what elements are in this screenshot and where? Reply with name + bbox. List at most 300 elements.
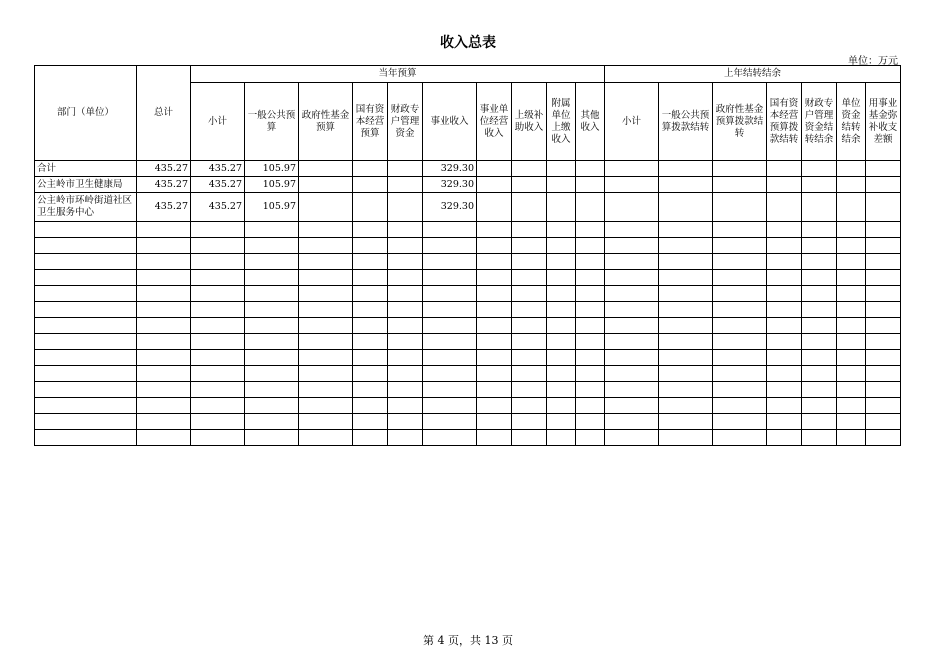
empty-cell	[388, 366, 423, 382]
empty-cell	[245, 430, 299, 446]
header-current-col: 一般公共预算	[245, 83, 299, 161]
empty-cell	[547, 222, 576, 238]
header-prev-col: 政府性基金预算拨款结转	[713, 83, 767, 161]
empty-cell	[353, 382, 388, 398]
empty-cell	[767, 382, 802, 398]
income-summary-table	[34, 65, 901, 446]
row-value-cell: 435.27	[191, 161, 245, 177]
empty-cell	[299, 334, 353, 350]
row-value-cell	[547, 161, 576, 177]
row-value-cell	[837, 161, 866, 177]
empty-cell	[866, 254, 901, 270]
empty-cell	[713, 254, 767, 270]
row-value-cell	[353, 193, 388, 222]
empty-cell	[137, 270, 191, 286]
empty-cell	[245, 318, 299, 334]
empty-row	[35, 414, 901, 430]
empty-cell	[191, 254, 245, 270]
empty-cell	[767, 286, 802, 302]
empty-row	[35, 222, 901, 238]
empty-cell	[837, 334, 866, 350]
empty-cell	[35, 414, 137, 430]
empty-cell	[605, 270, 659, 286]
header-prev-col: 小计	[605, 83, 659, 161]
empty-cell	[512, 366, 547, 382]
empty-cell	[35, 366, 137, 382]
empty-cell	[767, 238, 802, 254]
empty-cell	[767, 414, 802, 430]
row-value-cell	[605, 161, 659, 177]
empty-cell	[576, 286, 605, 302]
empty-cell	[353, 222, 388, 238]
empty-cell	[866, 334, 901, 350]
empty-cell	[191, 350, 245, 366]
empty-cell	[802, 382, 837, 398]
row-value-cell: 435.27	[137, 177, 191, 193]
empty-cell	[659, 414, 713, 430]
empty-cell	[837, 318, 866, 334]
row-value-cell	[802, 177, 837, 193]
empty-row	[35, 350, 901, 366]
empty-cell	[353, 334, 388, 350]
empty-cell	[713, 318, 767, 334]
empty-cell	[477, 398, 512, 414]
empty-cell	[713, 366, 767, 382]
empty-cell	[767, 222, 802, 238]
row-value-cell	[477, 193, 512, 222]
empty-cell	[713, 302, 767, 318]
empty-cell	[866, 222, 901, 238]
row-value-cell	[576, 161, 605, 177]
empty-cell	[576, 254, 605, 270]
empty-cell	[866, 350, 901, 366]
header-current-col: 事业收入	[423, 83, 477, 161]
empty-row	[35, 430, 901, 446]
row-value-cell	[576, 177, 605, 193]
empty-cell	[659, 270, 713, 286]
empty-cell	[802, 366, 837, 382]
empty-cell	[423, 414, 477, 430]
empty-cell	[423, 318, 477, 334]
empty-cell	[423, 350, 477, 366]
empty-cell	[576, 414, 605, 430]
empty-cell	[576, 430, 605, 446]
empty-cell	[837, 286, 866, 302]
row-value-cell	[837, 177, 866, 193]
empty-cell	[388, 430, 423, 446]
page-footer: 第 4 页，共 13 页	[423, 634, 513, 647]
empty-cell	[353, 270, 388, 286]
empty-cell	[353, 398, 388, 414]
empty-cell	[35, 334, 137, 350]
row-value-cell	[547, 177, 576, 193]
empty-cell	[388, 302, 423, 318]
empty-cell	[423, 382, 477, 398]
header-prev-col: 国有资本经营预算拨款结转	[767, 83, 802, 161]
empty-cell	[299, 414, 353, 430]
table-row	[35, 161, 901, 177]
empty-cell	[576, 238, 605, 254]
empty-cell	[137, 430, 191, 446]
empty-cell	[299, 382, 353, 398]
empty-cell	[137, 350, 191, 366]
empty-cell	[423, 430, 477, 446]
empty-cell	[388, 286, 423, 302]
empty-cell	[388, 254, 423, 270]
empty-cell	[477, 430, 512, 446]
row-value-cell	[713, 161, 767, 177]
empty-cell	[35, 238, 137, 254]
empty-cell	[767, 302, 802, 318]
empty-cell	[512, 430, 547, 446]
empty-cell	[353, 350, 388, 366]
empty-cell	[547, 366, 576, 382]
empty-cell	[299, 398, 353, 414]
row-value-cell	[837, 193, 866, 222]
empty-cell	[576, 222, 605, 238]
empty-cell	[802, 414, 837, 430]
empty-cell	[605, 334, 659, 350]
empty-cell	[767, 318, 802, 334]
empty-cell	[605, 382, 659, 398]
empty-cell	[245, 398, 299, 414]
row-value-cell	[767, 161, 802, 177]
row-value-cell: 329.30	[423, 177, 477, 193]
header-current-col: 政府性基金预算	[299, 83, 353, 161]
row-value-cell	[388, 193, 423, 222]
empty-cell	[713, 350, 767, 366]
empty-cell	[245, 254, 299, 270]
row-value-cell	[388, 177, 423, 193]
empty-cell	[388, 270, 423, 286]
empty-cell	[605, 350, 659, 366]
empty-cell	[802, 302, 837, 318]
empty-cell	[477, 318, 512, 334]
empty-cell	[866, 270, 901, 286]
empty-cell	[245, 350, 299, 366]
header-current-col: 小计	[191, 83, 245, 161]
row-value-cell	[767, 193, 802, 222]
empty-cell	[576, 318, 605, 334]
empty-cell	[713, 238, 767, 254]
empty-cell	[802, 318, 837, 334]
empty-cell	[866, 366, 901, 382]
empty-cell	[423, 270, 477, 286]
empty-cell	[191, 334, 245, 350]
empty-cell	[866, 414, 901, 430]
empty-cell	[837, 270, 866, 286]
empty-cell	[353, 414, 388, 430]
empty-cell	[802, 398, 837, 414]
row-value-cell	[866, 161, 901, 177]
empty-cell	[388, 350, 423, 366]
empty-cell	[388, 222, 423, 238]
empty-cell	[191, 270, 245, 286]
row-value-cell	[767, 177, 802, 193]
empty-cell	[423, 238, 477, 254]
empty-cell	[866, 398, 901, 414]
empty-cell	[659, 366, 713, 382]
header-current-col: 附属单位上缴收入	[547, 83, 576, 161]
table-row	[35, 193, 901, 222]
empty-cell	[605, 366, 659, 382]
empty-row	[35, 270, 901, 286]
empty-cell	[512, 318, 547, 334]
empty-cell	[605, 222, 659, 238]
empty-cell	[245, 270, 299, 286]
empty-cell	[713, 334, 767, 350]
row-value-cell	[353, 161, 388, 177]
empty-cell	[353, 302, 388, 318]
header-prev-col: 单位资金结转结余	[837, 83, 866, 161]
empty-cell	[576, 270, 605, 286]
empty-row	[35, 238, 901, 254]
empty-cell	[659, 302, 713, 318]
header-current-col: 事业单位经营收入	[477, 83, 512, 161]
empty-cell	[713, 398, 767, 414]
empty-cell	[477, 414, 512, 430]
empty-cell	[137, 222, 191, 238]
empty-cell	[191, 238, 245, 254]
empty-cell	[713, 382, 767, 398]
empty-cell	[713, 286, 767, 302]
empty-cell	[713, 222, 767, 238]
empty-cell	[353, 366, 388, 382]
empty-cell	[605, 398, 659, 414]
empty-cell	[388, 382, 423, 398]
empty-row	[35, 286, 901, 302]
empty-cell	[191, 286, 245, 302]
empty-cell	[576, 382, 605, 398]
row-value-cell	[576, 193, 605, 222]
empty-cell	[299, 270, 353, 286]
row-value-cell	[605, 193, 659, 222]
row-value-cell	[477, 161, 512, 177]
row-value-cell	[713, 193, 767, 222]
empty-cell	[423, 334, 477, 350]
row-value-cell: 435.27	[137, 161, 191, 177]
empty-cell	[299, 430, 353, 446]
empty-cell	[767, 398, 802, 414]
empty-cell	[547, 414, 576, 430]
empty-cell	[605, 430, 659, 446]
row-value-cell	[713, 177, 767, 193]
empty-cell	[137, 382, 191, 398]
row-value-cell: 105.97	[245, 177, 299, 193]
empty-cell	[512, 302, 547, 318]
empty-cell	[245, 302, 299, 318]
empty-cell	[866, 430, 901, 446]
empty-cell	[713, 430, 767, 446]
empty-cell	[423, 286, 477, 302]
empty-cell	[35, 350, 137, 366]
row-value-cell	[477, 177, 512, 193]
empty-cell	[547, 254, 576, 270]
row-value-cell: 329.30	[423, 193, 477, 222]
empty-cell	[245, 238, 299, 254]
empty-cell	[137, 318, 191, 334]
empty-cell	[35, 382, 137, 398]
empty-cell	[35, 286, 137, 302]
empty-cell	[605, 254, 659, 270]
empty-cell	[423, 366, 477, 382]
empty-cell	[353, 238, 388, 254]
empty-cell	[547, 318, 576, 334]
empty-cell	[299, 254, 353, 270]
empty-cell	[191, 302, 245, 318]
empty-cell	[191, 222, 245, 238]
empty-cell	[767, 350, 802, 366]
empty-cell	[512, 334, 547, 350]
empty-cell	[837, 366, 866, 382]
empty-cell	[299, 238, 353, 254]
empty-cell	[137, 398, 191, 414]
empty-cell	[767, 254, 802, 270]
empty-cell	[837, 302, 866, 318]
empty-cell	[477, 222, 512, 238]
empty-cell	[388, 318, 423, 334]
empty-cell	[388, 414, 423, 430]
row-value-cell: 105.97	[245, 161, 299, 177]
empty-cell	[837, 430, 866, 446]
empty-cell	[388, 334, 423, 350]
empty-cell	[191, 318, 245, 334]
empty-cell	[547, 398, 576, 414]
empty-cell	[576, 366, 605, 382]
empty-cell	[802, 238, 837, 254]
empty-cell	[299, 366, 353, 382]
empty-row	[35, 254, 901, 270]
empty-cell	[512, 414, 547, 430]
empty-cell	[512, 238, 547, 254]
empty-cell	[837, 414, 866, 430]
empty-cell	[605, 286, 659, 302]
unit-label: 单位：万元	[848, 56, 898, 67]
empty-cell	[659, 286, 713, 302]
empty-cell	[137, 334, 191, 350]
empty-cell	[137, 286, 191, 302]
row-value-cell	[388, 161, 423, 177]
row-value-cell	[512, 161, 547, 177]
empty-cell	[605, 302, 659, 318]
header-prev-col: 用事业基金弥补收支差额	[866, 83, 901, 161]
empty-cell	[547, 334, 576, 350]
empty-cell	[477, 302, 512, 318]
header-current-col: 其他收入	[576, 83, 605, 161]
row-dept-name: 公主岭市环岭街道社区卫生服务中心	[35, 193, 137, 222]
row-value-cell	[353, 177, 388, 193]
empty-cell	[547, 430, 576, 446]
empty-row	[35, 334, 901, 350]
empty-cell	[767, 270, 802, 286]
empty-cell	[423, 398, 477, 414]
empty-cell	[576, 398, 605, 414]
empty-cell	[802, 254, 837, 270]
empty-cell	[477, 286, 512, 302]
empty-cell	[299, 318, 353, 334]
empty-cell	[866, 318, 901, 334]
empty-cell	[35, 222, 137, 238]
empty-cell	[191, 430, 245, 446]
empty-cell	[137, 238, 191, 254]
empty-cell	[423, 222, 477, 238]
empty-cell	[659, 318, 713, 334]
header-current-col: 国有资本经营预算	[353, 83, 388, 161]
empty-cell	[659, 430, 713, 446]
empty-row	[35, 302, 901, 318]
empty-cell	[866, 302, 901, 318]
empty-cell	[512, 222, 547, 238]
empty-cell	[659, 222, 713, 238]
empty-cell	[353, 254, 388, 270]
empty-cell	[477, 254, 512, 270]
empty-cell	[547, 382, 576, 398]
empty-cell	[353, 430, 388, 446]
empty-row	[35, 318, 901, 334]
empty-cell	[423, 254, 477, 270]
empty-cell	[713, 414, 767, 430]
empty-cell	[477, 366, 512, 382]
empty-cell	[35, 270, 137, 286]
empty-cell	[659, 334, 713, 350]
empty-cell	[299, 286, 353, 302]
empty-cell	[866, 238, 901, 254]
empty-cell	[866, 286, 901, 302]
empty-cell	[802, 430, 837, 446]
empty-cell	[837, 350, 866, 366]
empty-cell	[477, 334, 512, 350]
row-value-cell	[866, 177, 901, 193]
header-current-col: 财政专户管理资金	[388, 83, 423, 161]
row-value-cell	[299, 177, 353, 193]
empty-cell	[547, 286, 576, 302]
empty-cell	[191, 366, 245, 382]
empty-cell	[388, 398, 423, 414]
empty-cell	[767, 334, 802, 350]
empty-cell	[547, 270, 576, 286]
empty-cell	[547, 350, 576, 366]
row-value-cell	[299, 193, 353, 222]
empty-cell	[512, 382, 547, 398]
row-dept-name: 合计	[35, 161, 137, 177]
empty-cell	[35, 398, 137, 414]
empty-cell	[137, 366, 191, 382]
empty-cell	[866, 382, 901, 398]
empty-cell	[477, 382, 512, 398]
empty-cell	[137, 414, 191, 430]
empty-cell	[659, 382, 713, 398]
empty-cell	[35, 254, 137, 270]
empty-cell	[802, 350, 837, 366]
row-value-cell: 435.27	[191, 177, 245, 193]
empty-cell	[245, 286, 299, 302]
header-current-col: 上级补助收入	[512, 83, 547, 161]
empty-cell	[477, 270, 512, 286]
empty-cell	[477, 238, 512, 254]
empty-row	[35, 398, 901, 414]
empty-row	[35, 366, 901, 382]
empty-cell	[659, 238, 713, 254]
empty-cell	[245, 334, 299, 350]
row-value-cell: 105.97	[245, 193, 299, 222]
header-current-year: 当年预算	[191, 66, 605, 83]
empty-cell	[512, 254, 547, 270]
row-value-cell	[512, 193, 547, 222]
row-value-cell	[659, 161, 713, 177]
header-prev-col: 财政专户管理资金结转结余	[802, 83, 837, 161]
empty-cell	[137, 302, 191, 318]
empty-cell	[576, 334, 605, 350]
